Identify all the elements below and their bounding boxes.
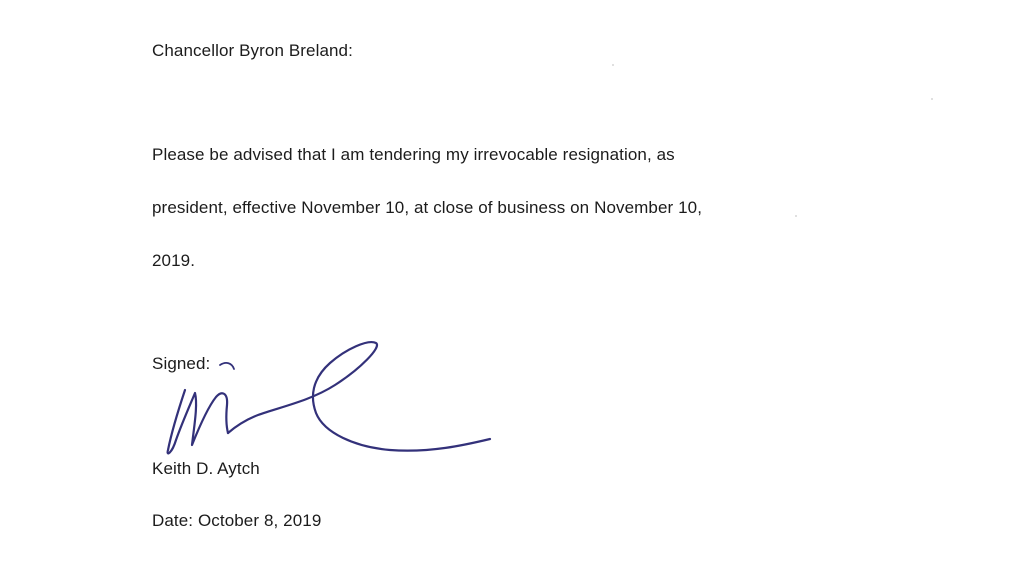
date-line: Date: October 8, 2019 bbox=[152, 511, 322, 530]
body-line-3: 2019. bbox=[152, 251, 196, 270]
signatory-name: Keith D. Aytch bbox=[152, 459, 260, 478]
body-line-2: president, effective November 10, at close of business on November 10, bbox=[152, 198, 703, 217]
scan-speck bbox=[612, 64, 614, 66]
body-line-1: Please be advised that I am tendering my irrevocable resignation, as bbox=[152, 145, 675, 164]
salutation: Chancellor Byron Breland: bbox=[152, 41, 353, 60]
signature-stroke bbox=[228, 342, 490, 451]
scan-speck bbox=[931, 98, 933, 100]
scan-speck bbox=[795, 215, 797, 217]
signature-stroke bbox=[220, 363, 234, 369]
handwritten-signature bbox=[150, 335, 500, 465]
signature-stroke bbox=[168, 390, 228, 453]
signed-label: Signed: bbox=[152, 354, 211, 373]
